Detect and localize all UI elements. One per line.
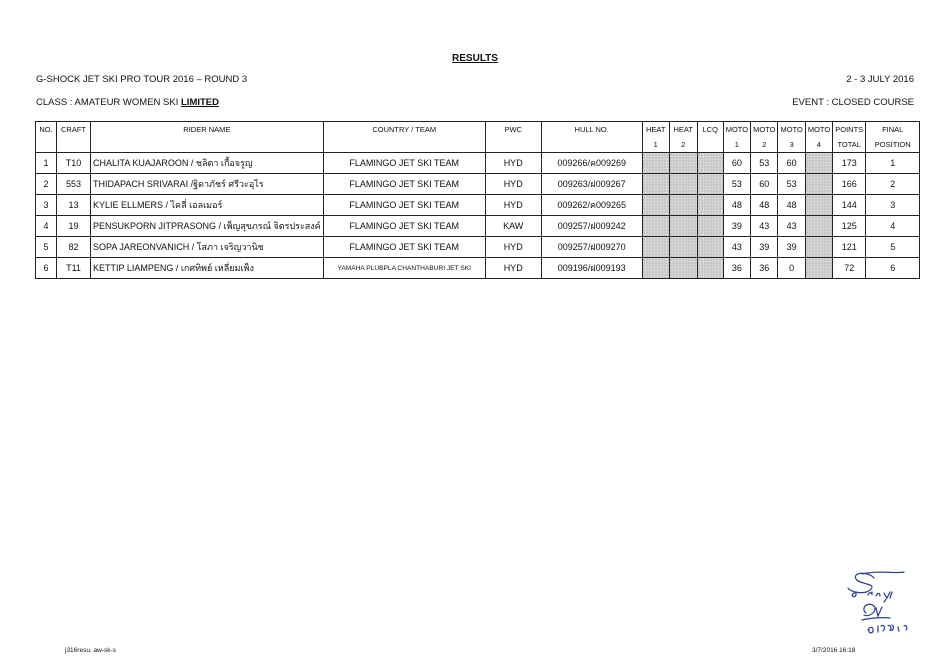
cell-moto3: 39 bbox=[778, 237, 805, 258]
cell-team: FLAMINGO JET SKI TEAM bbox=[323, 174, 485, 195]
cell-lcq bbox=[697, 174, 723, 195]
cell-team: FLAMINGO JET SKI TEAM bbox=[323, 216, 485, 237]
cell-moto1: 48 bbox=[723, 195, 750, 216]
col-heat2: HEAT bbox=[669, 122, 697, 137]
cell-team: FLAMINGO JET SKI TEAM bbox=[323, 195, 485, 216]
cell-rider: CHALITA KUAJAROON / ชลิตา เกื้อจรูญ bbox=[91, 153, 324, 174]
col-craft: CRAFT bbox=[57, 122, 91, 153]
cell-moto3: 53 bbox=[778, 174, 805, 195]
cell-no: 4 bbox=[36, 216, 57, 237]
cell-position: 2 bbox=[866, 174, 920, 195]
cell-hull: 009257/ฝ009270 bbox=[541, 237, 642, 258]
cell-rider: PENSUKPORN JITPRASONG / เพ็ญสุขภรณ์ จิตรประสงค์ bbox=[91, 216, 324, 237]
cell-total: 121 bbox=[833, 237, 866, 258]
cell-craft: T10 bbox=[57, 153, 91, 174]
results-table bbox=[35, 121, 920, 279]
cell-pwc: KAW bbox=[485, 216, 541, 237]
cell-lcq bbox=[697, 195, 723, 216]
event-date: 2 - 3 JULY 2016 bbox=[846, 74, 914, 85]
col-heat1: HEAT bbox=[642, 122, 669, 137]
col-team: COUNTRY / TEAM bbox=[323, 122, 485, 153]
cell-moto3: 43 bbox=[778, 216, 805, 237]
table-row bbox=[36, 216, 920, 237]
cell-lcq bbox=[697, 258, 723, 279]
cell-moto3: 60 bbox=[778, 153, 805, 174]
col-moto4: MOTO bbox=[805, 122, 832, 137]
col-total: TOTAL bbox=[833, 136, 866, 153]
page-title: RESULTS bbox=[452, 53, 498, 64]
cell-no: 3 bbox=[36, 195, 57, 216]
cell-hull: 009196/ฝ009193 bbox=[541, 258, 642, 279]
cell-heat1 bbox=[642, 153, 669, 174]
col-no: NO. bbox=[36, 122, 57, 153]
col-final: FINAL bbox=[866, 122, 920, 137]
col-moto1-num: 1 bbox=[723, 136, 750, 153]
footer-file-id: j316resu. aw-sk-s bbox=[65, 647, 116, 654]
cell-rider: THIDAPACH SRIVARAI /ฐิดาภัชร์ ศรีวะอุไร bbox=[91, 174, 324, 195]
event-type: EVENT : CLOSED COURSE bbox=[792, 97, 914, 108]
cell-rider: KETTIP LIAMPENG / เกศทิพย์ เหลี่ยมเพ็ง bbox=[91, 258, 324, 279]
cell-position: 1 bbox=[866, 153, 920, 174]
table-header-row bbox=[36, 122, 920, 137]
cell-moto1: 39 bbox=[723, 216, 750, 237]
cell-heat2 bbox=[669, 153, 697, 174]
cell-moto1: 53 bbox=[723, 174, 750, 195]
cell-craft: 13 bbox=[57, 195, 91, 216]
cell-heat2 bbox=[669, 258, 697, 279]
col-hull: HULL NO. bbox=[541, 122, 642, 153]
class-emphasis: LIMITED bbox=[181, 97, 219, 108]
cell-moto3: 48 bbox=[778, 195, 805, 216]
cell-heat2 bbox=[669, 195, 697, 216]
col-heat2-num: 2 bbox=[669, 136, 697, 153]
col-moto2-num: 2 bbox=[751, 136, 778, 153]
cell-moto2: 48 bbox=[751, 195, 778, 216]
cell-hull: 009263/ฝ009267 bbox=[541, 174, 642, 195]
cell-team: FLAMINGO JET SKI TEAM bbox=[323, 153, 485, 174]
col-rider: RIDER NAME bbox=[91, 122, 324, 153]
cell-moto1: 36 bbox=[723, 258, 750, 279]
cell-heat1 bbox=[642, 174, 669, 195]
cell-moto4 bbox=[805, 216, 832, 237]
cell-total: 173 bbox=[833, 153, 866, 174]
cell-position: 6 bbox=[866, 258, 920, 279]
cell-total: 144 bbox=[833, 195, 866, 216]
cell-heat1 bbox=[642, 258, 669, 279]
table-row bbox=[36, 195, 920, 216]
cell-moto2: 36 bbox=[751, 258, 778, 279]
cell-no: 1 bbox=[36, 153, 57, 174]
cell-moto4 bbox=[805, 174, 832, 195]
col-lcq: LCQ bbox=[697, 122, 723, 153]
event-name: G-SHOCK JET SKI PRO TOUR 2016 – ROUND 3 bbox=[36, 74, 248, 85]
cell-rider: SOPA JAREONVANICH / โสภา เจริญวานิช bbox=[91, 237, 324, 258]
cell-position: 3 bbox=[866, 195, 920, 216]
cell-moto3: 0 bbox=[778, 258, 805, 279]
col-points: POINTS bbox=[833, 122, 866, 137]
cell-heat1 bbox=[642, 216, 669, 237]
cell-position: 4 bbox=[866, 216, 920, 237]
cell-moto4 bbox=[805, 237, 832, 258]
cell-heat2 bbox=[669, 237, 697, 258]
cell-hull: 009262/ค009265 bbox=[541, 195, 642, 216]
cell-moto2: 60 bbox=[751, 174, 778, 195]
col-moto2: MOTO bbox=[751, 122, 778, 137]
table-row bbox=[36, 258, 920, 279]
cell-craft: 553 bbox=[57, 174, 91, 195]
cell-heat2 bbox=[669, 216, 697, 237]
cell-moto1: 60 bbox=[723, 153, 750, 174]
cell-position: 5 bbox=[866, 237, 920, 258]
cell-moto2: 39 bbox=[751, 237, 778, 258]
cell-moto4 bbox=[805, 153, 832, 174]
cell-pwc: HYD bbox=[485, 195, 541, 216]
footer-timestamp: 3/7/2016 16:18 bbox=[812, 647, 856, 654]
cell-no: 2 bbox=[36, 174, 57, 195]
col-heat1-num: 1 bbox=[642, 136, 669, 153]
cell-hull: 009257/ฝ009242 bbox=[541, 216, 642, 237]
class-label bbox=[36, 97, 219, 108]
cell-craft: 82 bbox=[57, 237, 91, 258]
table-row bbox=[36, 237, 920, 258]
class-prefix: CLASS : AMATEUR WOMEN SKI bbox=[36, 97, 181, 108]
cell-lcq bbox=[697, 237, 723, 258]
cell-team: YAMAHA PLUBPLA CHANTHABURI JET SKI bbox=[323, 258, 485, 279]
col-moto1: MOTO bbox=[723, 122, 750, 137]
cell-rider: KYLIE ELLMERS / ไคลี่ เอลเมอร์ bbox=[91, 195, 324, 216]
table-row bbox=[36, 153, 920, 174]
col-moto4-num: 4 bbox=[805, 136, 832, 153]
handwritten-signature bbox=[838, 568, 918, 643]
col-moto3-num: 3 bbox=[778, 136, 805, 153]
cell-moto2: 53 bbox=[751, 153, 778, 174]
cell-heat2 bbox=[669, 174, 697, 195]
cell-heat1 bbox=[642, 237, 669, 258]
col-pwc: PWC bbox=[485, 122, 541, 153]
cell-pwc: HYD bbox=[485, 174, 541, 195]
cell-team: FLAMINGO JET SKI TEAM bbox=[323, 237, 485, 258]
cell-moto1: 43 bbox=[723, 237, 750, 258]
cell-hull: 009266/ค009269 bbox=[541, 153, 642, 174]
cell-pwc: HYD bbox=[485, 153, 541, 174]
col-position: POSITION bbox=[866, 136, 920, 153]
cell-moto4 bbox=[805, 195, 832, 216]
cell-no: 5 bbox=[36, 237, 57, 258]
col-moto3: MOTO bbox=[778, 122, 805, 137]
cell-pwc: HYD bbox=[485, 258, 541, 279]
cell-total: 125 bbox=[833, 216, 866, 237]
cell-lcq bbox=[697, 216, 723, 237]
cell-heat1 bbox=[642, 195, 669, 216]
cell-craft: T11 bbox=[57, 258, 91, 279]
cell-moto4 bbox=[805, 258, 832, 279]
cell-craft: 19 bbox=[57, 216, 91, 237]
cell-lcq bbox=[697, 153, 723, 174]
cell-no: 6 bbox=[36, 258, 57, 279]
cell-total: 166 bbox=[833, 174, 866, 195]
table-row bbox=[36, 174, 920, 195]
cell-total: 72 bbox=[833, 258, 866, 279]
cell-pwc: HYD bbox=[485, 237, 541, 258]
cell-moto2: 43 bbox=[751, 216, 778, 237]
